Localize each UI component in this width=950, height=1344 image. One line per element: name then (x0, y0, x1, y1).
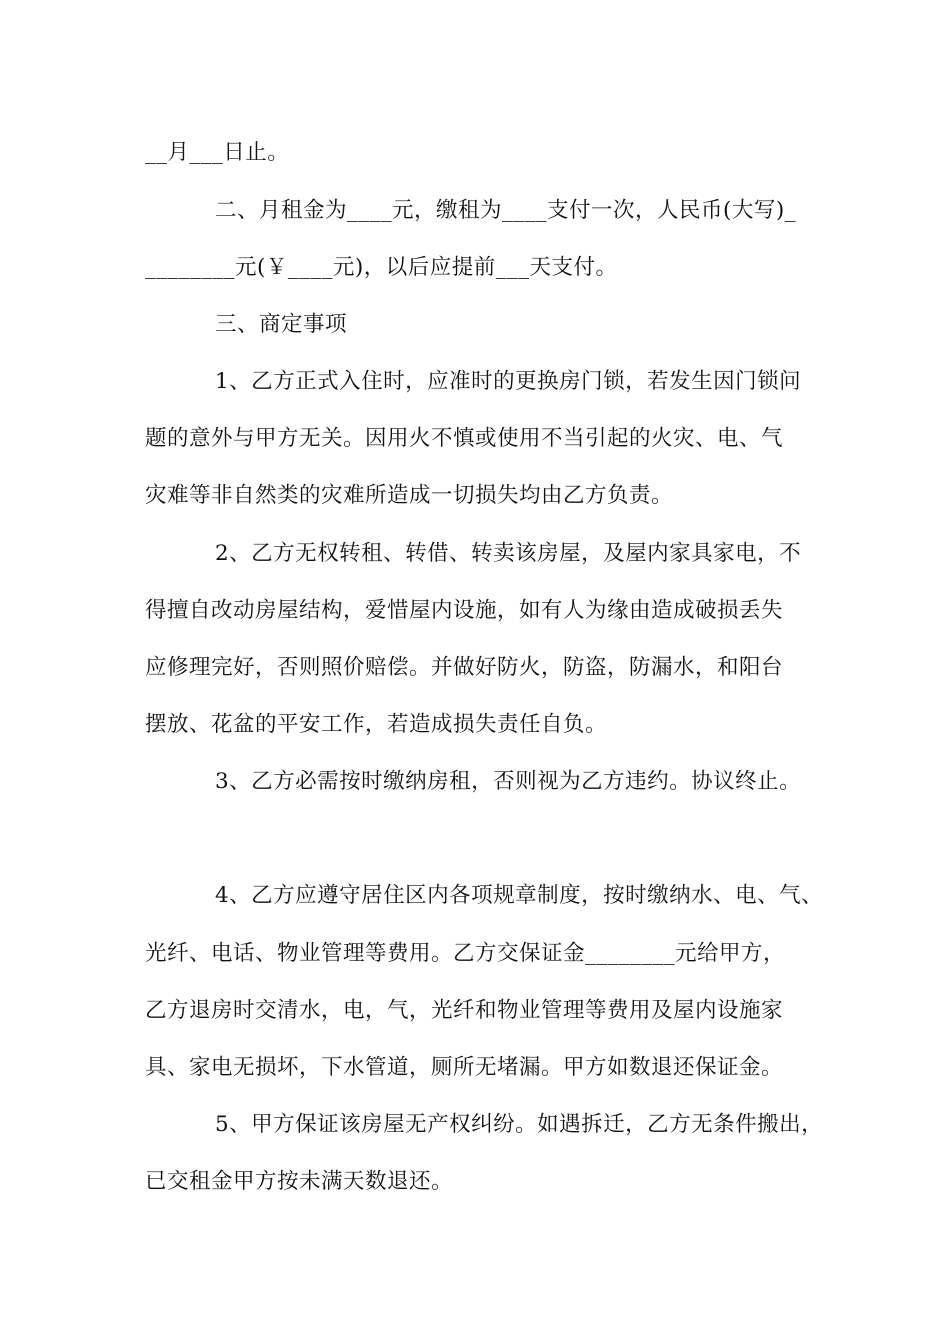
text-line: 题的意外与甲方无关。因用火不慎或使用不当引起的火灾、电、气 (145, 426, 784, 451)
text-line: 乙方退房时交清水，电，气，光纤和物业管理等费用及屋内设施家 (145, 998, 784, 1023)
text-line: 2、乙方无权转租、转借、转卖该房屋，及屋内家具家电，不 (215, 541, 802, 566)
text-line: 已交租金甲方按未满天数退还。 (145, 1169, 454, 1194)
text-line: 具、家电无损坏，下水管道，厕所无堵漏。甲方如数退还保证金。 (145, 1055, 784, 1080)
text-line: 1、乙方正式入住时，应准时的更换房门锁，若发生因门锁问 (215, 369, 802, 394)
text-line: 得擅自改动房屋结构，爱惜屋内设施，如有人为缘由造成破损丢失 (145, 598, 784, 623)
text-line: 二、月租金为____元，缴租为____支付一次，人民币(大写)_ (215, 198, 797, 223)
text-line: 应修理完好，否则照价赔偿。并做好防火，防盗，防漏水，和阳台 (145, 655, 784, 680)
text-line: 3、乙方必需按时缴纳房租，否则视为乙方违约。协议终止。 (215, 769, 802, 794)
text-line: 4、乙方应遵守居住区内各项规章制度，按时缴纳水、电、气、 (215, 883, 824, 908)
text-line: 光纤、电话、物业管理等费用。乙方交保证金________元给甲方， (145, 941, 786, 966)
text-line: ________元(￥____元)，以后应提前___天支付。 (145, 255, 618, 280)
text-line: 灾难等非自然类的灾难所造成一切损失均由乙方负责。 (145, 483, 674, 508)
text-line: 摆放、花盆的平安工作，若造成损失责任自负。 (145, 712, 608, 737)
text-line: __月___日止。 (145, 140, 290, 165)
text-line: 5、甲方保证该房屋无产权纠纷。如遇拆迁，乙方无条件搬出， (215, 1112, 824, 1137)
section-heading: 三、商定事项 (215, 312, 348, 337)
